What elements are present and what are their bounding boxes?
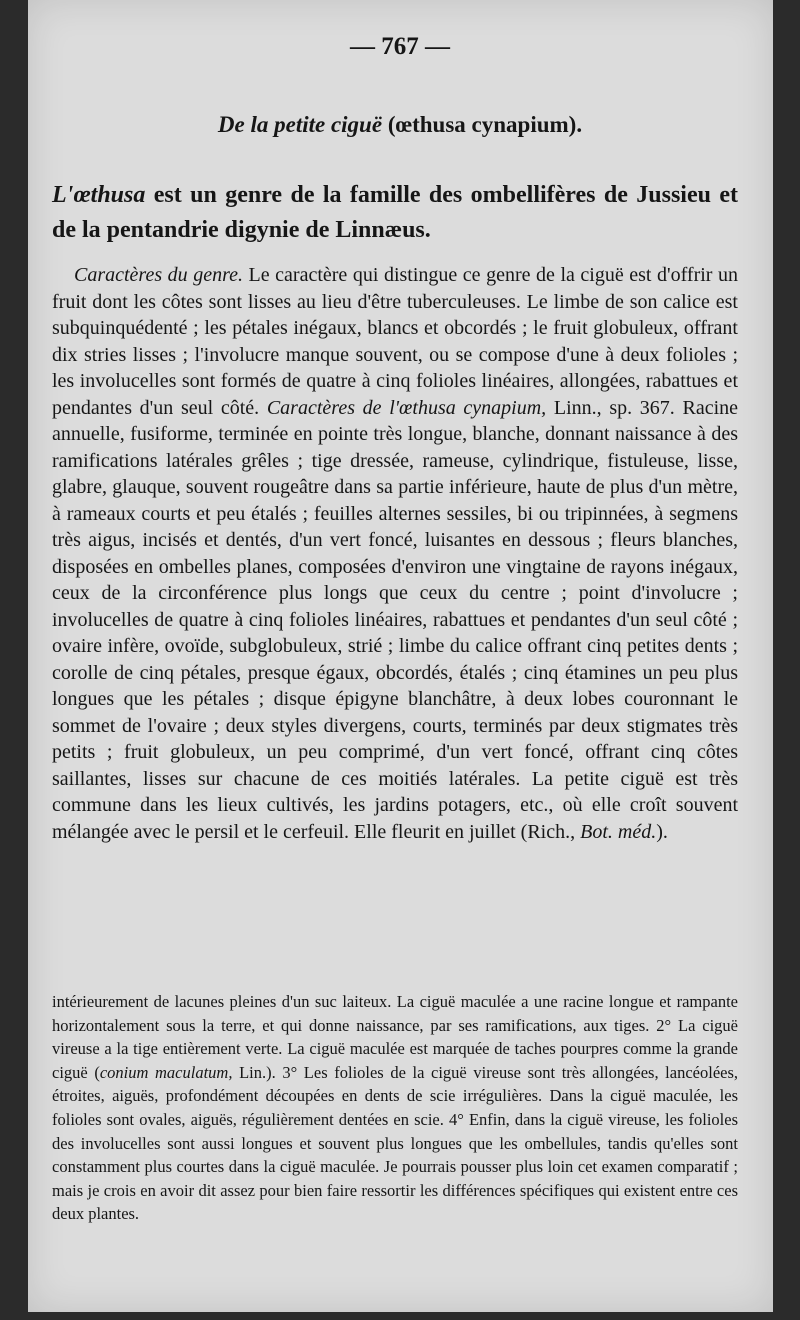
body-italic-2: Caractères de l'œthusa cynapium,: [266, 396, 547, 419]
intro-paragraph: [52, 178, 738, 248]
body-text-2: Linn., sp. 367. Racine annuelle, fusiforme, terminée en pointe très longue, blanche, donnant naissance à des ramifications latérales grêles ; tige dressée, rameuse, cylindrique, fistuleuse, lisse, glabre, glauque, souvent rougeâtre dans sa partie inférieure, haute de plus d'un mètre, à rameaux courts et peu étalés ; feuilles alternes sessiles, bi ou tripinnées, à segmens très aigus, incisés et dentés, d'un vert foncé, luisantes en dessous ; fleurs blanches, disposées en ombelles planes, composées d'environ une vingtaine de rayons inégaux, ceux de la circonférence plus longs que ceux du centre ; point d'involucre ; involucelles de quatre à cinq folioles linéaires, rabattues et pendantes d'un seul côté ; ovaire infère, ovoïde, subglobuleux, strié ; limbe du calice offrant cinq petites dents ; corolle de cinq pétales, presque égaux, obcordés, étalés ; cinq étamines un peu plus longues que les pétales ; disque épigyne blanchâtre, à deux lobes couronnant le sommet de l'ovaire ; deux styles divergens, courts, terminés par deux stigmates très petits ; fruit globuleux, un peu comprimé, d'un vert foncé, offrant cinq côtes saillantes, lisses sur chacune de ces moitiés latérales. La petite ciguë est très commune dans les lieux cultivés, les jardins potagers, etc., où elle croît souvent mélangée avec le persil et le cerfeuil. Elle fleurit en juillet (Rich.,: [52, 396, 739, 843]
intro-text: est un genre de la famille des ombellifères de Jussieu et de la pentandrie digynie de Linnæus.: [52, 182, 739, 243]
body-text-1: Le caractère qui distingue ce genre de la ciguë est d'offrir un fruit dont les côtes sont lisses au lieu d'être tuberculeuses. Le limbe de son calice est subquinquédenté ; les pétales inégaux, blancs et obcordés ; le fruit globuleux, offrant dix stries lisses ; l'involucre manque souvent, ou se compose d'une à deux folioles ; les involucelles sont formés de quatre à cinq folioles linéaires, allongées, rabattues et pendantes d'un seul côté.: [52, 264, 738, 419]
intro-italic: L'œthusa: [52, 182, 146, 208]
note-text-1: intérieurement de lacunes pleines d'un suc laiteux. La ciguë maculée a une racine longue et rampante horizontalement sous la terre, et qui donne naissance, par ses ramifications, aux tiges. 2° La ciguë vireuse a la tige entièrement verte. La ciguë maculée est marquée de taches pourpres comme la grande ciguë (: [52, 992, 738, 1082]
body-italic-3: Bot. méd.: [580, 820, 657, 843]
section-title: [0, 112, 800, 138]
body-italic-1: Caractères du genre.: [74, 264, 243, 286]
note-text-2: Lin.). 3° Les folioles de la ciguë vireuse sont très allongées, lancéolées, étroites, aiguës, profondément découpées en dents de scie irrégulières. Dans la ciguë maculée, les folioles sont ovales, aiguës, régulièrement dentées en scie. 4° Enfin, dans la ciguë vireuse, les folioles des involucelles sont aussi longues et souvent plus longues que les ombellules, tandis qu'elles sont constamment plus courtes dans la ciguë maculée. Je pourrais pousser plus loin cet examen comparatif ; mais je crois en avoir dit assez pour bien faire ressortir les différences spécifiques qui existent entre ces deux plantes.: [52, 1062, 739, 1224]
note-italic-1: conium maculatum,: [99, 1062, 233, 1082]
footnote-block: [52, 990, 738, 1226]
body-paragraph: [52, 262, 738, 845]
body-text-3: ).: [656, 820, 668, 843]
title-paren: (œthusa cynapium).: [387, 112, 583, 137]
page-number: — 767 —: [350, 33, 450, 60]
title-italic: De la petite ciguë: [217, 112, 383, 137]
